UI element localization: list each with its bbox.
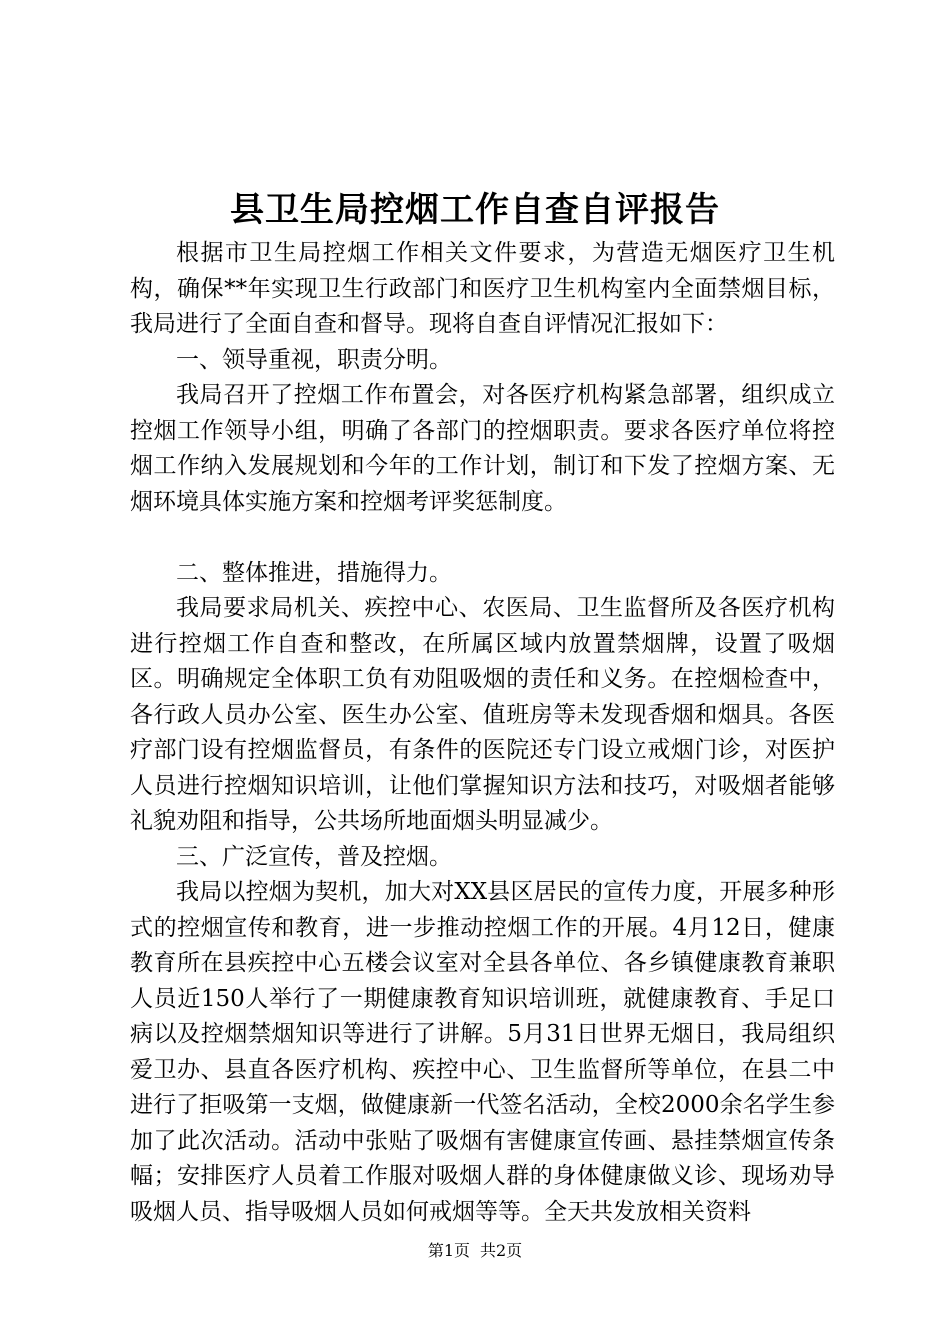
paragraph-spacer: [130, 520, 835, 556]
section-2-paragraph: 我局要求局机关、疾控中心、农医局、卫生监督所及各医疗机构进行控烟工作自查和整改，在所属区域内放置禁烟牌，设置了吸烟区。明确规定全体职工负有劝阻吸烟的责任和义务。在控烟检查中，各行政人员办公室、医生办公室、值班房等未发现香烟和烟具。各医疗部门设有控烟监督员，有条件的医院还专门设立戒烟门诊，对医护人员进行控烟知识培训，让他们掌握知识方法和技巧，对吸烟者能够礼貌劝阻和指导，公共场所地面烟头明显减少。: [130, 595, 835, 834]
document-title: 县卫生局控烟工作自查自评报告: [230, 190, 720, 230]
intro-paragraph: 根据市卫生局控烟工作相关文件要求，为营造无烟医疗卫生机构，确保**年实现卫生行政部门和医疗卫生机构室内全面禁烟目标，我局进行了全面自查和督导。现将自查自评情况汇报如下：: [130, 240, 835, 337]
section-heading-3: 三、广泛宣传，普及控烟。: [176, 843, 452, 870]
page-footer: [0, 1240, 950, 1262]
page-number: 第1页: [427, 1241, 470, 1260]
section-heading-2: 二、整体推进，措施得力。: [176, 559, 452, 586]
page-count: 共2页: [480, 1241, 523, 1260]
section-1-paragraph: 我局召开了控烟工作布置会，对各医疗机构紧急部署，组织成立控烟工作领导小组，明确了各部门的控烟职责。要求各医疗单位将控烟工作纳入发展规划和今年的工作计划，制订和下发了控烟方案、无烟环境具体实施方案和控烟考评奖惩制度。: [130, 382, 835, 515]
document-body: [130, 236, 835, 1230]
section-3-paragraph: 我局以控烟为契机，加大对XX县区居民的宣传力度，开展多种形式的控烟宣传和教育，进一步推动控烟工作的开展。4月12日，健康教育所在县疾控中心五楼会议室对全县各单位、各乡镇健康教育兼职人员近150人举行了一期健康教育知识培训班，就健康教育、手足口病以及控烟禁烟知识等进行了讲解。5月31日世界无烟日，我局组织爱卫办、县直各医疗机构、疾控中心、卫生监督所等单位，在县二中进行了拒吸第一支烟，做健康新一代签名活动，全校2000余名学生参加了此次活动。活动中张贴了吸烟有害健康宣传画、悬挂禁烟宣传条幅；安排医疗人员着工作服对吸烟人群的身体健康做义诊、现场劝导吸烟人员、指导吸烟人员如何戒烟等等。全天共发放相关资料: [130, 879, 835, 1225]
section-heading-1: 一、领导重视，职责分明。: [176, 346, 452, 373]
